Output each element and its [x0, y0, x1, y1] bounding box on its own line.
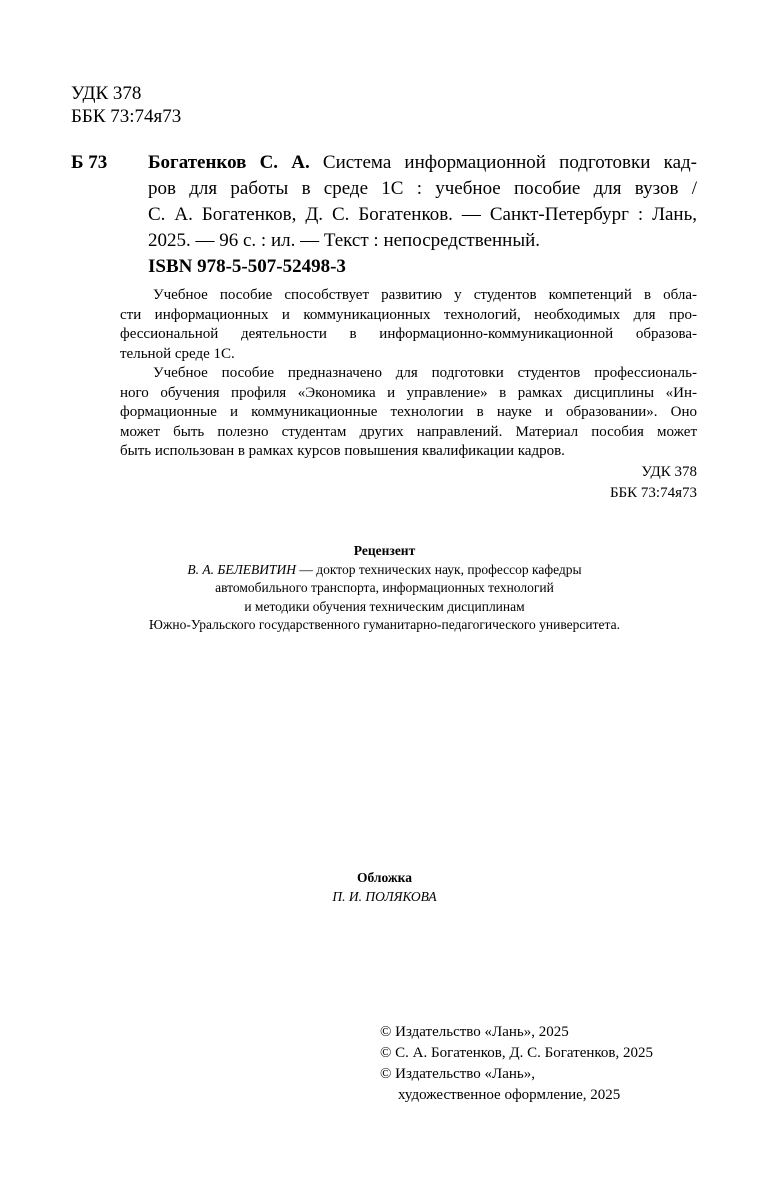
bbk-code: ББК 73:74я73	[71, 106, 182, 127]
entry-line: ров для работы в среде 1С : учебное пособие для вузов /	[148, 178, 697, 199]
copyright-block	[380, 1022, 653, 1106]
author-mark: Б 73	[71, 152, 108, 173]
annotation	[120, 286, 697, 462]
isbn: ISBN 978-5-507-52498-3	[148, 256, 346, 277]
entry-line: С. А. Богатенков, Д. С. Богатенков. — Санкт-Петербург : Лань,	[148, 204, 697, 225]
annotation-line: тельной среде 1С.	[120, 345, 235, 362]
reviewer-title: — доктор технических наук, профессор кафедры	[295, 561, 582, 577]
bibliographic-entry	[148, 150, 697, 254]
copyright-line: © Издательство «Лань», 2025	[380, 1024, 569, 1040]
annotation-line: может быть полезно студентам других направлений. Материал пособия может	[120, 423, 697, 440]
cover-designer: П. И. ПОЛЯКОВА	[332, 888, 437, 904]
reviewer-line: Южно-Уральского государственного гуманитарно-педагогического университета.	[149, 617, 620, 632]
annotation-line: Учебное пособие предназначено для подготовки студентов профессиональ-	[153, 365, 697, 381]
annotation-line: сти информационных и коммуникационных технологий, необходимых для про-	[120, 306, 697, 323]
bbk-code: ББК 73:74я73	[609, 485, 697, 501]
annotation-line: быть использован в рамках курсов повышения квалификации кадров.	[120, 443, 565, 459]
annotation-line: ного обучения профиля «Экономика и управление» в рамках дисциплины «Ин-	[120, 384, 697, 401]
udk-code: УДК 378	[641, 464, 697, 480]
cover-credit	[0, 869, 769, 906]
entry-line	[148, 150, 697, 176]
reviewer-name: В. А. БЕЛЕВИТИН	[187, 561, 296, 577]
annotation-line: формационные и коммуникационные технологии в науке и образовании». Оно	[120, 404, 697, 420]
annotation-line: фессиональной деятельности в информационно-коммуникационной образова-	[120, 326, 697, 342]
reviewer-block	[0, 542, 769, 635]
reviewer-line: и методики обучения техническим дисциплинам	[244, 598, 525, 614]
cover-heading: Обложка	[356, 870, 412, 885]
classification-header	[71, 82, 181, 128]
reviewer-heading: Рецензент	[353, 543, 416, 558]
udk-code: УДК 378	[71, 83, 142, 104]
copyright-line: © С. А. Богатенков, Д. С. Богатенков, 2025	[380, 1045, 653, 1061]
entry-line: 2025. — 96 с. : ил. — Текст : непосредственный.	[148, 230, 541, 251]
copyright-line: художественное оформление, 2025	[398, 1087, 621, 1103]
reviewer-line	[0, 561, 769, 580]
entry-title-start: Система информационной подготовки кад-	[309, 152, 697, 173]
reviewer-line: автомобильного транспорта, информационных технологий	[215, 580, 554, 595]
copyright-line: © Издательство «Лань»,	[380, 1066, 535, 1082]
entry-author: Богатенков С. А.	[148, 152, 310, 173]
annotation-line: Учебное пособие способствует развитию у студентов компетенций в обла-	[153, 287, 697, 303]
classification-footer	[610, 462, 697, 504]
